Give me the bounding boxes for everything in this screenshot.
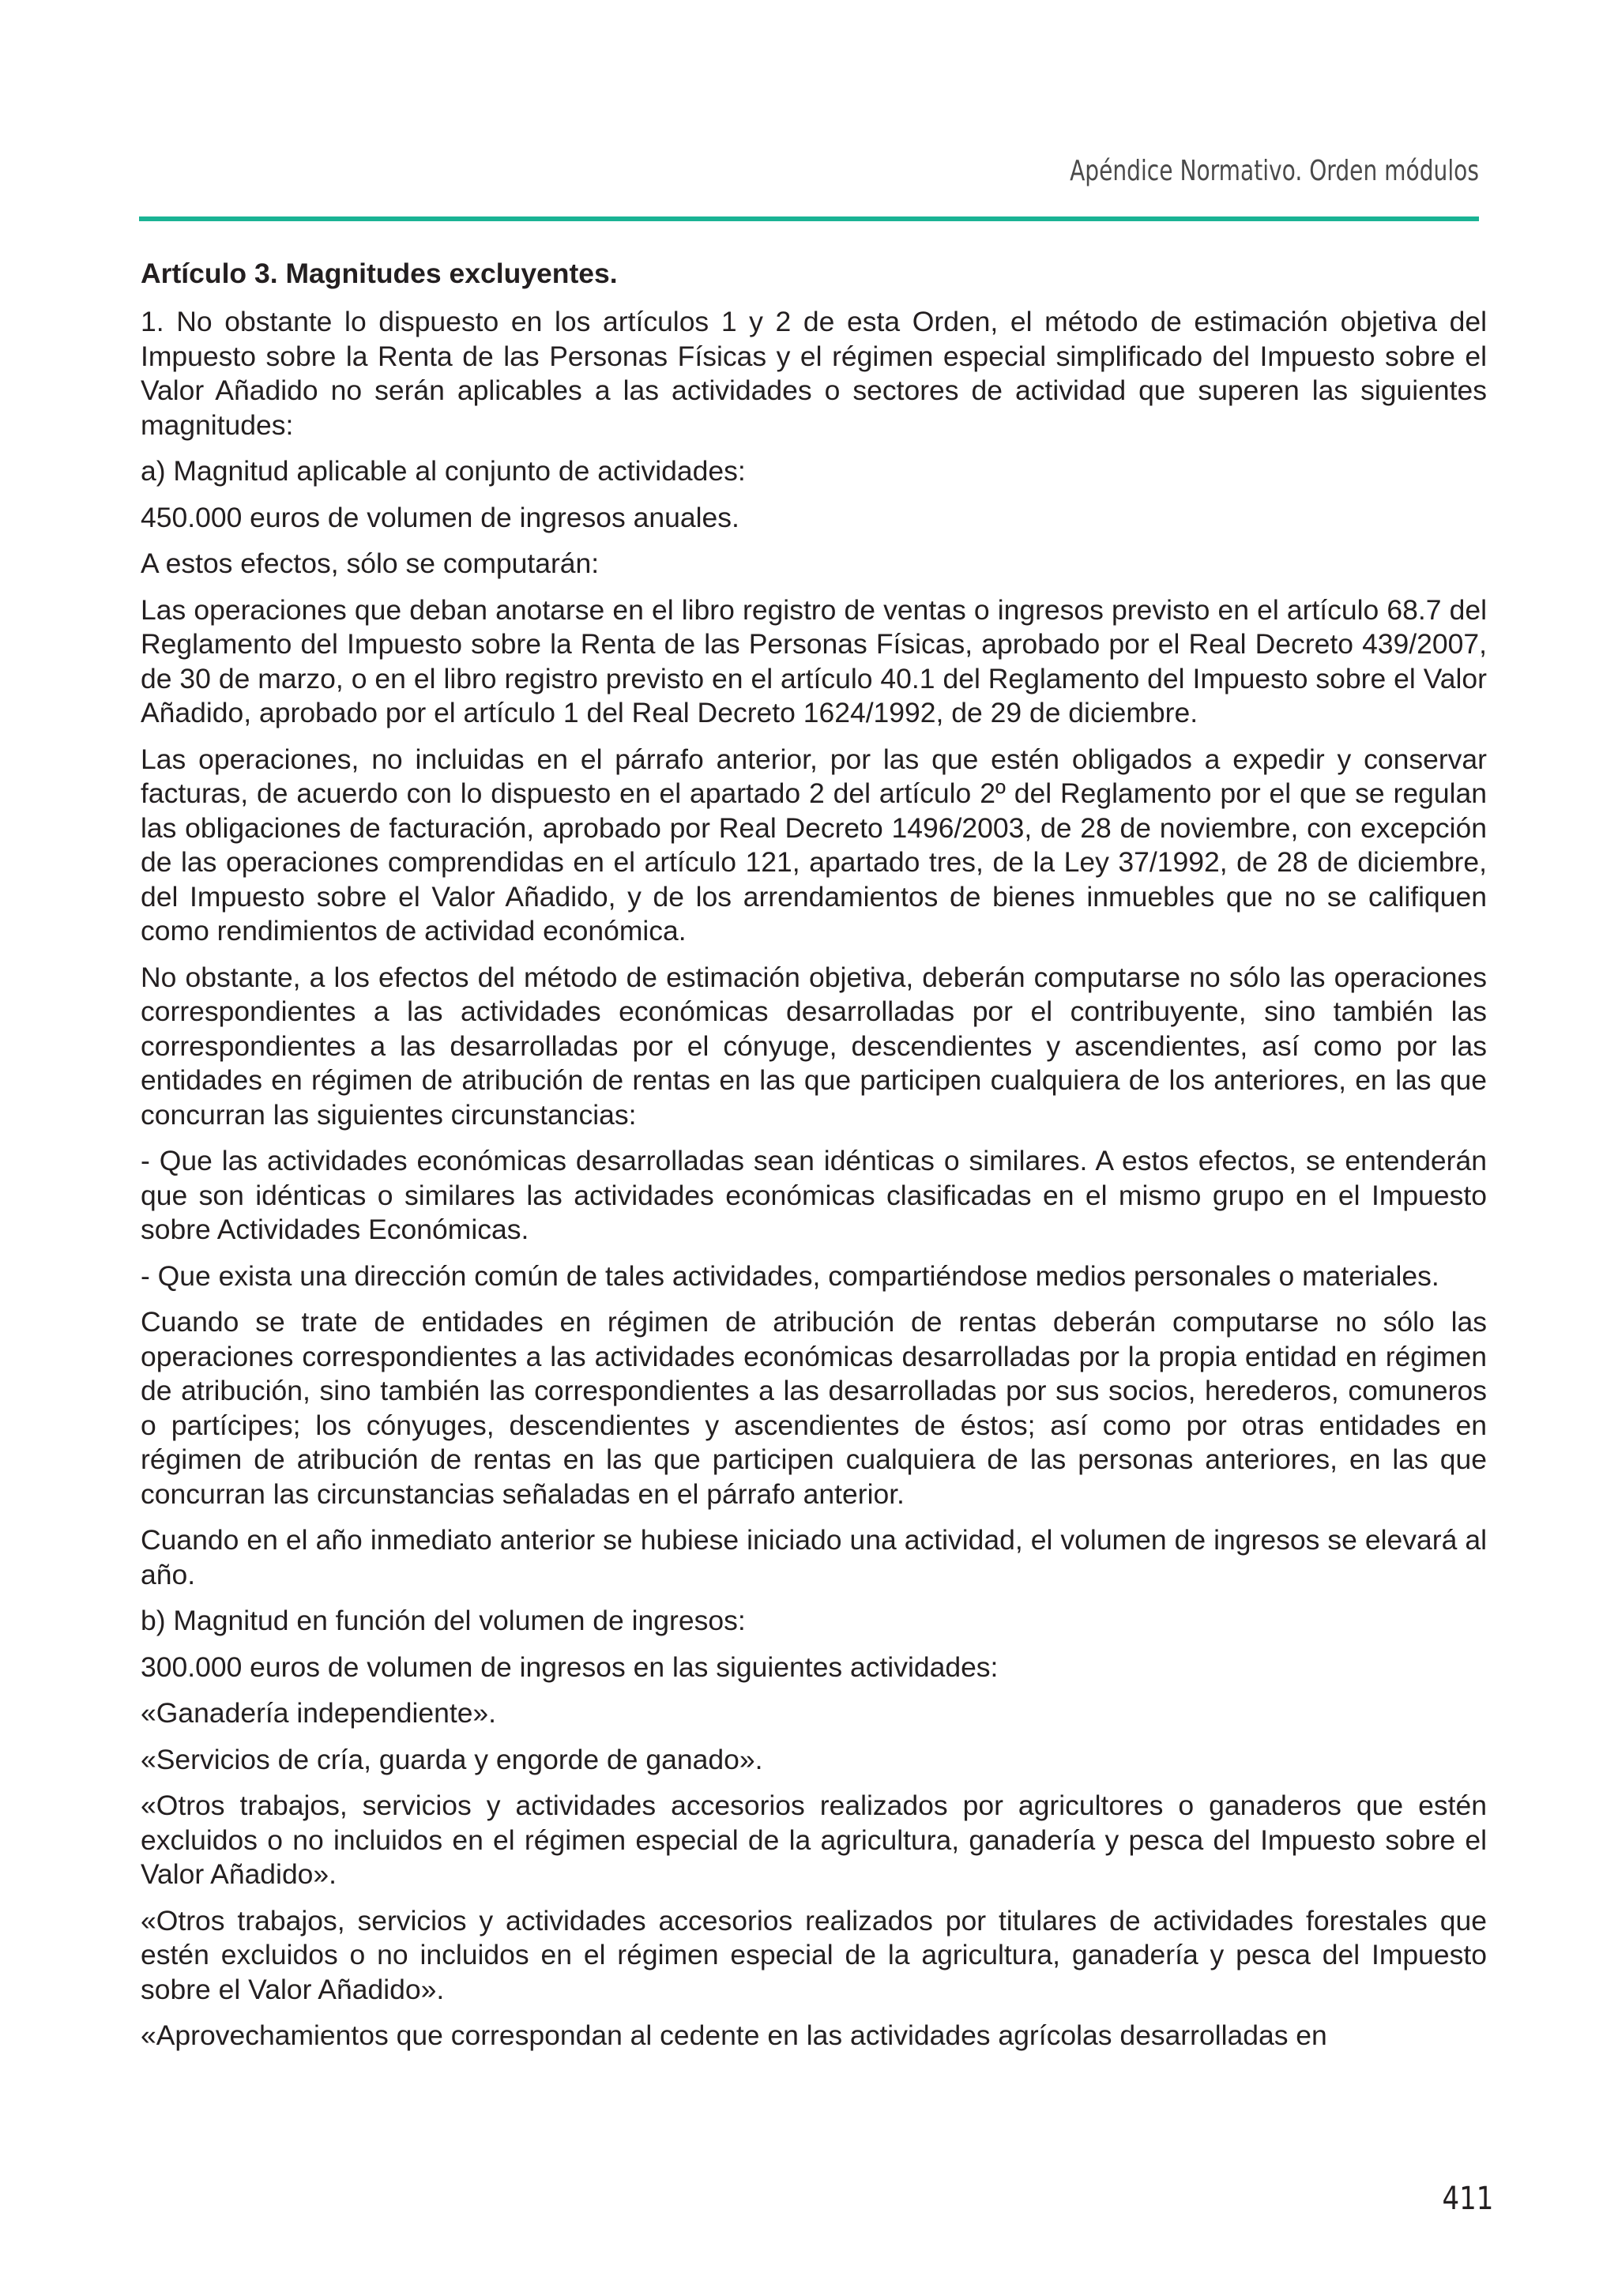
paragraph-14: «Ganadería independiente». (141, 1697, 497, 1729)
paragraph-10: Cuando se trate de entidades en régimen de atribución de rentas deberán computarse no sólo las operaciones correspondientes a las actividades económicas desarrolladas por la propia entidad en régimen de atribución, sino también las correspondientes a las desarrolladas por sus socios, herederos, comuneros o partícipes; los cónyuges, descendientes y ascendientes de éstos; así como por otras entidades en régimen de atribución de rentas en las que participen cualquiera de las personas anteriores, en las que concurran las circunstancias señaladas en el párrafo anterior. (141, 1306, 1487, 1510)
paragraph-11: Cuando en el año inmediato anterior se hubiese iniciado una actividad, el volumen de ingresos se elevará al año. (141, 1524, 1487, 1590)
paragraph-16: «Otros trabajos, servicios y actividades accesorios realizados por agricultores o ganaderos que estén excluidos o no incluidos en el régimen especial de la agricultura, ganadería y pesca del Impuesto sobre el Valor Añadido». (141, 1790, 1487, 1890)
paragraph-3: 450.000 euros de volumen de ingresos anuales. (141, 501, 739, 533)
running-header: Apéndice Normativo. Orden módulos (1070, 155, 1479, 187)
article-body (141, 256, 1487, 2065)
paragraph-2: a) Magnitud aplicable al conjunto de actividades: (141, 455, 746, 487)
paragraph-5: Las operaciones que deban anotarse en el libro registro de ventas o ingresos previsto en el artículo 68.7 del Reglamento del Impuesto sobre la Renta de las Personas Físicas, aprobado por el Real Decreto 439/2007, de 30 de marzo, o en el libro registro previsto en el artículo 40.1 del Reglamento del Impuesto sobre el Valor Añadido, aprobado por el artículo 1 del Real Decreto 1624/1992, de 29 de diciembre. (141, 593, 1487, 728)
article-title: Artículo 3. Magnitudes excluyentes. (141, 258, 618, 289)
paragraph-12: b) Magnitud en función del volumen de ingresos: (141, 1605, 746, 1636)
paragraph-6: Las operaciones, no incluidas en el párrafo anterior, por las que estén obligados a expedir y conservar facturas, de acuerdo con lo dispuesto en el apartado 2 del artículo 2º del Reglamento por el que se regulan las obligaciones de facturación, aprobado por Real Decreto 1496/2003, de 28 de noviembre, con excepción de las operaciones comprendidas en el artículo 121, apartado tres, de la Ley 37/1992, de 28 de diciembre, del Impuesto sobre el Valor Añadido, y de los arrendamientos de bienes inmuebles que no se califiquen como rendimientos de actividad económica. (141, 743, 1487, 947)
paragraph-7: No obstante, a los efectos del método de estimación objetiva, deberán computarse no sólo las operaciones correspondientes a las actividades económicas desarrolladas por el contribuyente, sino también las correspondientes a las desarrolladas por el cónyuge, descendientes y ascendientes, así como por las entidades en régimen de atribución de rentas en las que participen cualquiera de los anteriores, en las que concurran las siguientes circunstancias: (141, 961, 1487, 1131)
paragraph-17: «Otros trabajos, servicios y actividades accesorios realizados por titulares de actividades forestales que estén excluidos o no incluidos en el régimen especial de la agricultura, ganadería y pesca del Impuesto sobre el Valor Añadido». (141, 1904, 1487, 2005)
paragraph-9: - Que exista una dirección común de tales actividades, compartiéndose medios personales o materiales. (141, 1259, 1439, 1292)
paragraph-8: - Que las actividades económicas desarrolladas sean idénticas o similares. A estos efectos, se entenderán que son idénticas o similares las actividades económicas clasificadas en el mismo grupo en el Impuesto sobre Actividades Económicas. (141, 1145, 1487, 1245)
page-number: 411 (1442, 2181, 1493, 2217)
header-divider (139, 216, 1479, 221)
paragraph-1: 1. No obstante lo dispuesto en los artículos 1 y 2 de esta Orden, el método de estimación objetiva del Impuesto sobre la Renta de las Personas Físicas y el régimen especial simplificado del Impuesto sobre el Valor Añadido no serán aplicables a las actividades o sectores de actividad que superen las siguientes magnitudes: (141, 306, 1487, 441)
paragraph-18: «Aprovechamientos que correspondan al cedente en las actividades agrícolas desarrolladas en (141, 2019, 1327, 2051)
paragraph-4: A estos efectos, sólo se computarán: (141, 548, 600, 579)
paragraph-15: «Servicios de cría, guarda y engorde de ganado». (141, 1743, 763, 1775)
paragraph-13: 300.000 euros de volumen de ingresos en las siguientes actividades: (141, 1650, 999, 1683)
